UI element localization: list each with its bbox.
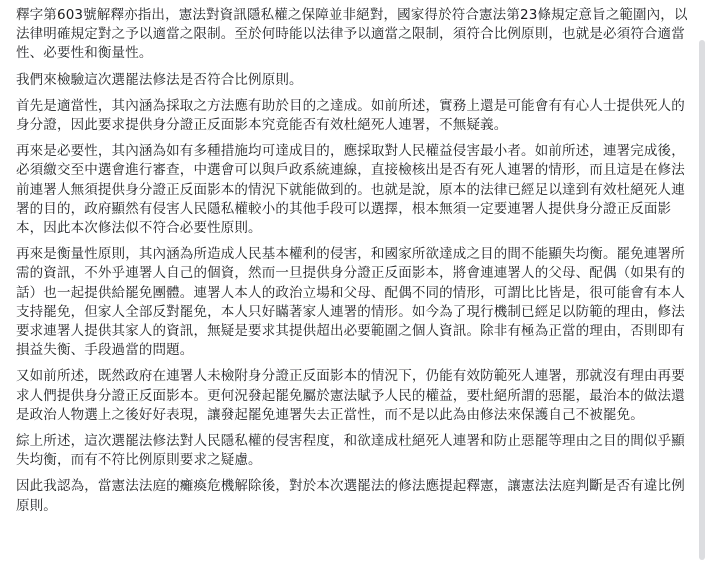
post-body (16, 6, 689, 523)
paragraph-interpretation-603: 釋字第603號解釋亦指出，憲法對資訊隱私權之保障並非絕對，國家得於符合憲法第23條規定意旨之範圍內，以法律明確規定對之予以適當之限制。至於何時能以法律予以適當之限制，須符合比例原則，也就是必須符合適當性、必要性和衡量性。 (16, 7, 688, 62)
paragraph-conclusion: 因此我認為，當憲法法庭的癱瘓危機解除後，對於本次選罷法的修法應提起釋憲，讓憲法法庭判斷是否有違比例原則。 (16, 478, 685, 514)
paragraph-suitability: 首先是適當性，其內涵為採取之方法應有助於目的之達成。如前所述，實務上還是可能會有有心人士提供死人的身分證，因此要求提供身分證正反面影本究竟能否有效杜絕死人連署，不無疑義。 (16, 97, 685, 134)
paragraph-proportionality-intro: 我們來檢驗這次選罷法修法是否符合比例原則。 (16, 71, 303, 88)
paragraph-balance: 再來是衡量性原則，其內涵為所造成人民基本權利的侵害，和國家所欲達成之目的間不能顯失均衡。罷免連署所需的資訊，不外乎連署人自己的個資，然而一旦提供身分證正反面影本，將會連連署人的父母、配偶（如果有的話）也一起提供給罷免團體。連署人本人的政治立場和父母、配偶不同的情形，可謂比比皆是，很可能會有本人支持罷免，但家人全部反對罷免，本人只好瞞著家人連署的情形。如今為了現行機制已經足以防範的理由，修法要求連署人提供其家人的資訊，無疑是要求其提供超出必要範圍之個人資訊。除非有極為正當的理由，否則即有損益失衡、手段過當的問題。 (16, 246, 685, 359)
vertical-scrollbar[interactable] (699, 40, 705, 560)
paragraph-recall-argument: 又如前所述，既然政府在連署人未檢附身分證正反面影本的情況下，仍能有效防範死人連署，那就沒有理由再要求人們提供身分證正反面影本。更何況發起罷免屬於憲法賦予人民的權益，要杜絕所謂的惡罷，最治本的做法還是政治人物選上之後好好表現，讓發起罷免連署失去正當性，而不是以此為由修法來保護自己不被罷免。 (16, 368, 685, 423)
paragraph-necessity: 再來是必要性，其內涵為如有多種措施均可達成目的，應採取對人民權益侵害最小者。如前所述，連署完成後，必須繳交至中選會進行審查，中選會可以與戶政系統連線，直接檢核出是否有死人連署的情形，而且這是在修法前連署人無須提供身分證正反面影本的情況下就能做到的。也就是說，原本的法律已經足以達到有效杜絕死人連署的目的，政府顯然有侵害人民隱私權較小的其他手段可以選擇，根本無須一定要連署人提供身分證正反面影本，因此本次修法似不符合必要性原則。 (16, 143, 685, 237)
paragraph-summary: 綜上所述，這次選罷法修法對人民隱私權的侵害程度，和欲達成杜絕死人連署和防止惡罷等理由之目的間似乎顯失均衡，而有不符比例原則要求之疑慮。 (16, 433, 685, 469)
